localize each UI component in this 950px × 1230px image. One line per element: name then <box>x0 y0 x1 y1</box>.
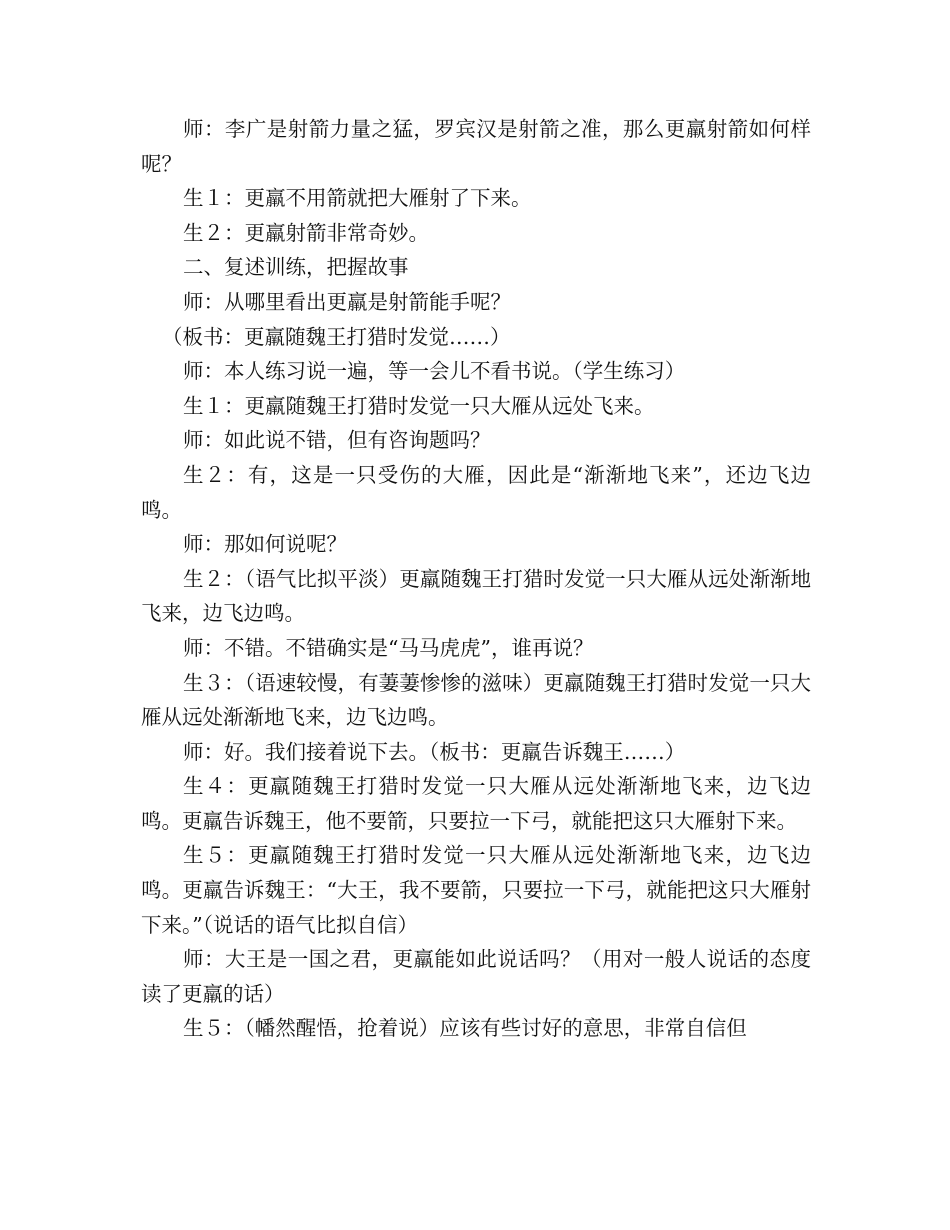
paragraph-7: 师：本人练习说一遍，等一会儿不看书说。（学生练习） <box>183 359 686 384</box>
paragraph-10: 生２：有，这是一只受伤的大雁，因此是“渐渐地飞来”，还边飞边鸣。 <box>141 462 811 522</box>
blackboard-note-1: （板书：更羸随魏王打猎时发觉……） <box>162 324 511 349</box>
document-body <box>141 112 811 1046</box>
paragraph-5: 师：从哪里看出更羸是射箭能手呢？ <box>183 289 511 314</box>
paragraph-16: 生４：更羸随魏王打猎时发觉一只大雁从远处渐渐地飞来，边飞边鸣。更羸告诉魏王，他不要箭，只要拉一下弓，就能把这只大雁射下来。 <box>141 774 811 833</box>
paragraph-19: 生５：（幡然醒悟，抢着说）应该有些讨好的意思，非常自信但 <box>183 1016 747 1041</box>
paragraph-3: 生２：更羸射箭非常奇妙。 <box>183 220 429 245</box>
paragraph-1: 师：李广是射箭力量之猛，罗宾汉是射箭之准，那么更羸射箭如何样呢？ <box>141 117 811 176</box>
paragraph-8: 生１：更羸随魏王打猎时发觉一只大雁从远处飞来。 <box>183 393 655 418</box>
section-heading: 二、复述训练，把握故事 <box>183 255 409 280</box>
paragraph-11: 师：那如何说呢？ <box>183 532 347 557</box>
paragraph-12: 生２：（语气比拟平淡）更羸随魏王打猎时发觉一只大雁从远处渐渐地飞来，边飞边鸣。 <box>141 566 811 626</box>
paragraph-2: 生１：更羸不用箭就把大雁射了下来。 <box>183 186 532 211</box>
paragraph-14: 生３：（语速较慢，有萋萋惨惨的滋味）更羸随魏王打猎时发觉一只大雁从远处渐渐地飞来，边飞边鸣。 <box>141 670 811 730</box>
paragraph-18: 师：大王是一国之君，更羸能如此说话吗？（用对一般人说话的态度读了更羸的话） <box>141 947 811 1006</box>
paragraph-15: 师：好。我们接着说下去。（板书：更羸告诉魏王……） <box>183 739 686 764</box>
paragraph-9: 师：如此说不错，但有咨询题吗？ <box>183 428 491 453</box>
paragraph-17: 生５：更羸随魏王打猎时发觉一只大雁从远处渐渐地飞来，边飞边鸣。更羸告诉魏王：“大王，我不要箭，只要拉一下弓，就能把这只大雁射下来。”（说话的语气比拟自信） <box>141 843 811 937</box>
paragraph-13: 师：不错。不错确实是“马马虎虎”，谁再说？ <box>183 635 594 660</box>
